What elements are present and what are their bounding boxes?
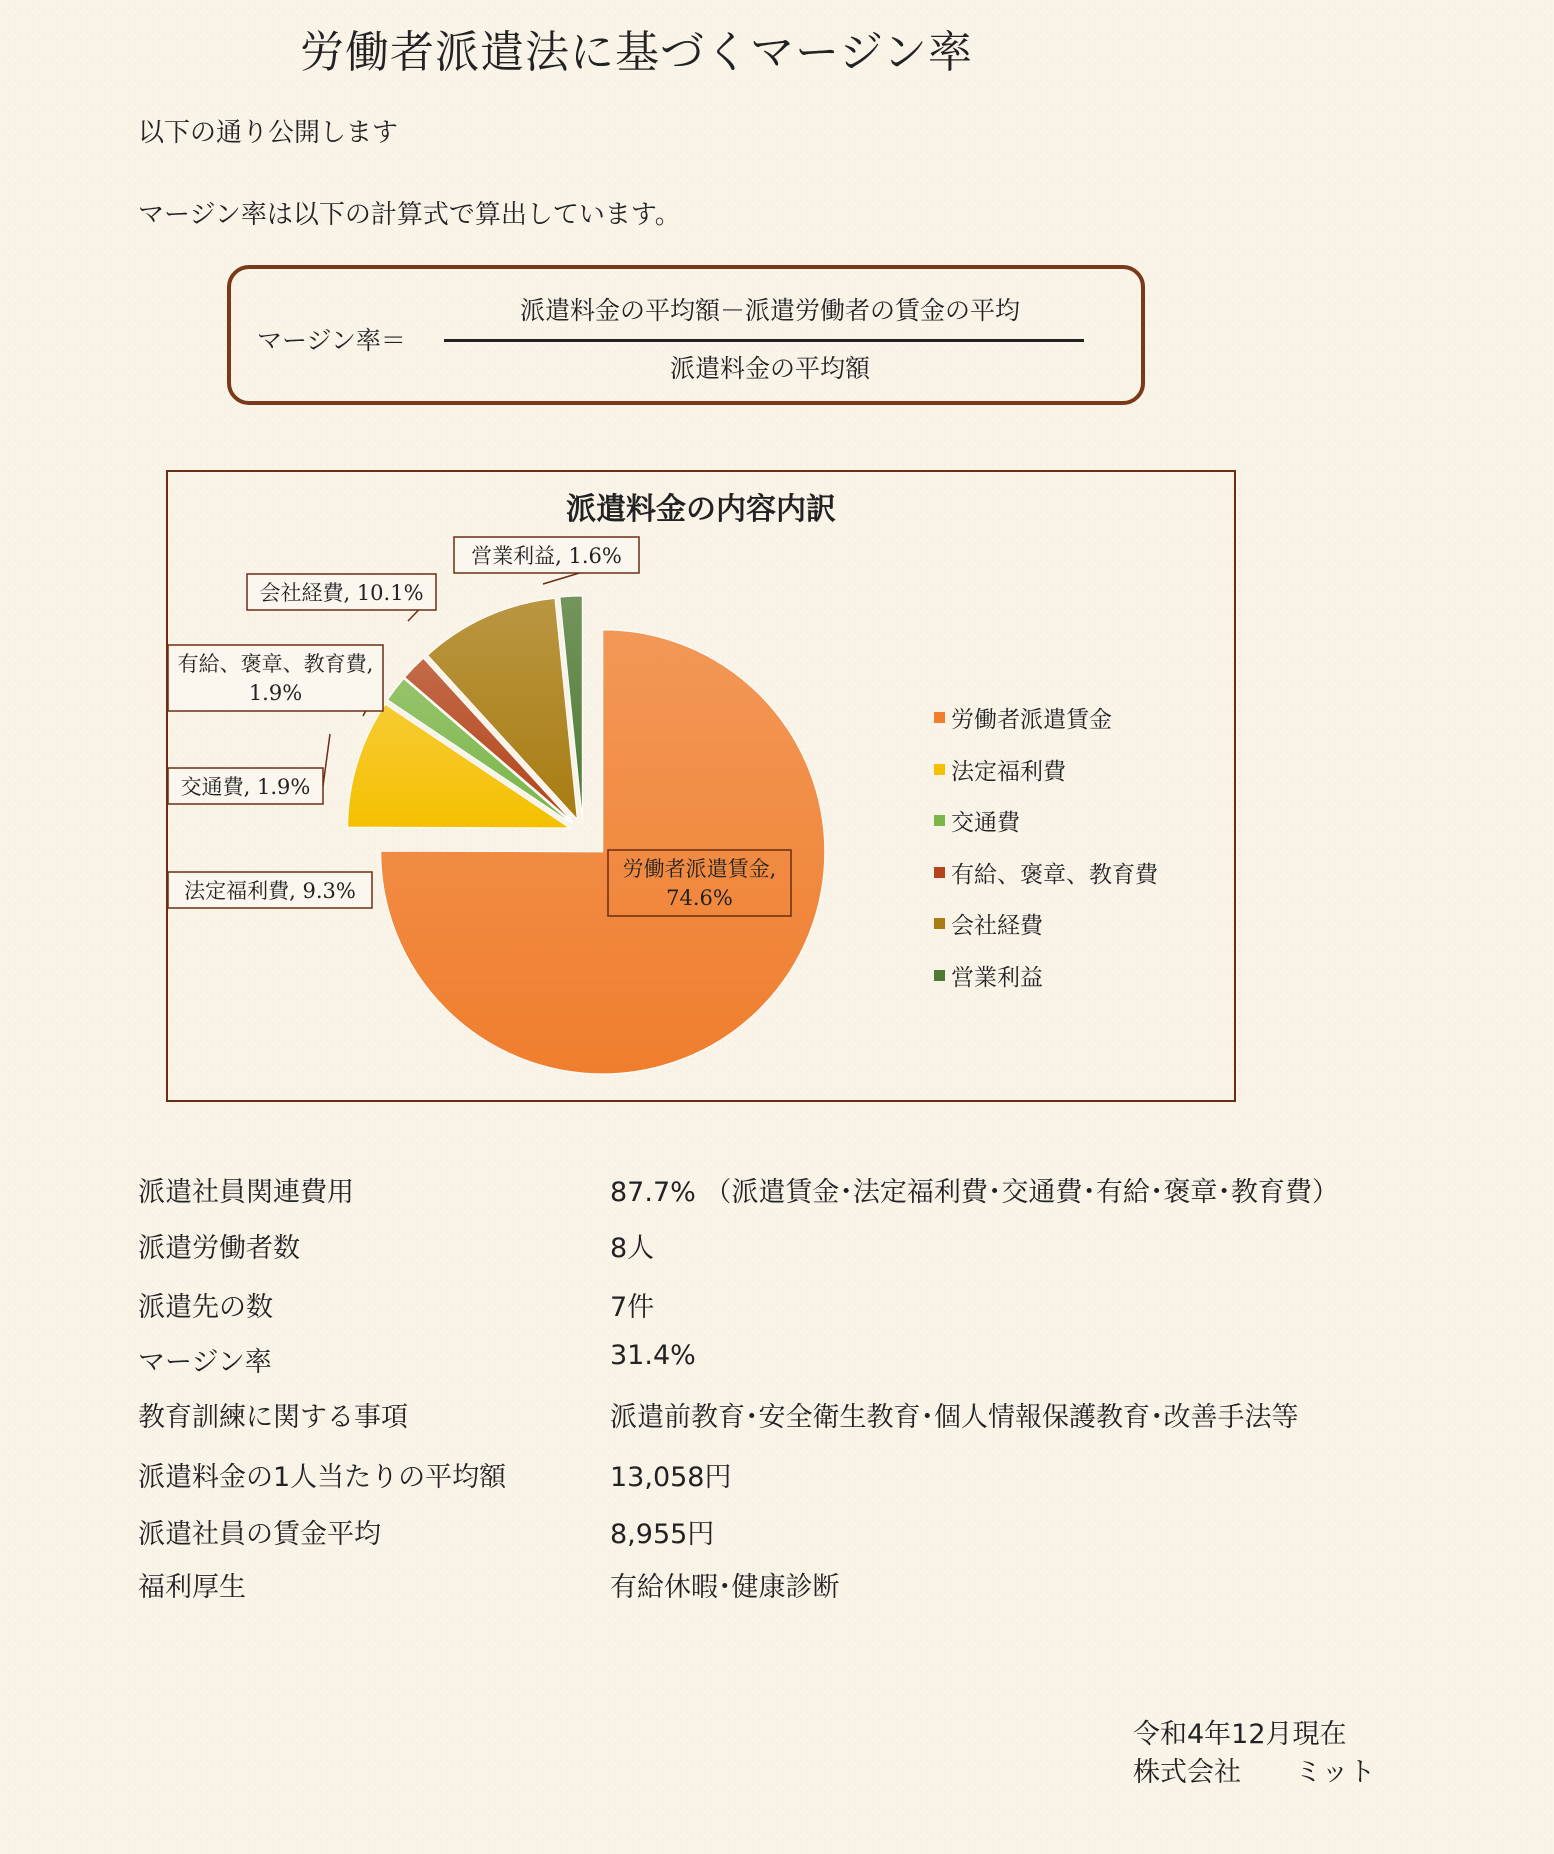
legend-entry [934, 692, 1158, 744]
data-label: 1.9% [248, 681, 303, 705]
data-label: 有給、褒章、教育費, [177, 652, 374, 676]
legend-entry [934, 950, 1158, 1002]
chart-title: 派遣料金の内容内訳 [566, 492, 836, 527]
leader-line [323, 734, 330, 786]
legend-swatch [934, 712, 945, 723]
legend-entry [934, 795, 1158, 847]
info-label: 派遣労働者数 [138, 1233, 300, 1264]
info-value: 8人 [610, 1233, 655, 1264]
legend-label: 交通費 [951, 810, 1020, 837]
formula-box [227, 265, 1145, 405]
info-value: 31.4% [610, 1340, 696, 1371]
info-value: 87.7% （派遣賃金･法定福利費･交通費･有給･褒章･教育費） [610, 1177, 1339, 1208]
info-label: 派遣社員の賃金平均 [138, 1519, 381, 1550]
page-title: 労働者派遣法に基づくマージン率 [300, 27, 974, 78]
formula-denominator: 派遣料金の平均額 [669, 354, 870, 383]
legend-label: 営業利益 [951, 964, 1043, 991]
chart-legend [934, 692, 1158, 1001]
pie-chart [166, 470, 1236, 1102]
info-label: 教育訓練に関する事項 [138, 1402, 408, 1433]
info-label: 派遣社員関連費用 [138, 1177, 354, 1208]
info-row [0, 1395, 1554, 1451]
legend-entry [934, 898, 1158, 950]
info-label: マージン率 [138, 1347, 272, 1378]
legend-entry [934, 744, 1158, 796]
legend-swatch [934, 815, 945, 826]
info-row [0, 1340, 1554, 1396]
legend-entry [934, 847, 1158, 899]
data-label: 会社経費, 10.1% [259, 581, 424, 605]
info-value: 8,955円 [610, 1519, 715, 1550]
formula-intro-text: マージン率は以下の計算式で算出しています。 [138, 200, 681, 230]
footer-company: 株式会社 ミット [1133, 1757, 1376, 1788]
legend-swatch [934, 918, 945, 929]
legend-label: 法定福利費 [951, 758, 1066, 785]
info-row [0, 1565, 1554, 1621]
info-value: 13,058円 [610, 1462, 732, 1493]
info-row [0, 1170, 1554, 1226]
info-label: 福利厚生 [138, 1572, 246, 1603]
data-label: 営業利益, 1.6% [471, 544, 622, 568]
info-row [0, 1512, 1554, 1568]
formula-numerator: 派遣料金の平均額－派遣労働者の賃金の平均 [519, 296, 1020, 325]
formula-lhs: マージン率＝ [257, 326, 406, 355]
data-label: 交通費, 1.9% [180, 775, 311, 799]
info-value: 7件 [610, 1292, 655, 1323]
legend-swatch [934, 867, 945, 878]
info-row [0, 1285, 1554, 1341]
info-row [0, 1226, 1554, 1282]
info-label: 派遣先の数 [138, 1292, 273, 1323]
info-value: 有給休暇･健康診断 [610, 1572, 840, 1603]
info-value: 派遣前教育･安全衛生教育･個人情報保護教育･改善手法等 [610, 1402, 1299, 1433]
intro-text: 以下の通り公開します [138, 118, 399, 148]
footer-date: 令和4年12月現在 [1133, 1719, 1347, 1750]
info-row [0, 1455, 1554, 1511]
data-label: 法定福利費, 9.3% [184, 879, 356, 903]
data-label: 労働者派遣賃金, [622, 857, 777, 881]
data-label: 74.6% [666, 886, 733, 910]
legend-label: 有給、褒章、教育費 [951, 861, 1158, 888]
legend-label: 労働者派遣賃金 [951, 707, 1112, 734]
legend-swatch [934, 764, 945, 775]
info-label: 派遣料金の1人当たりの平均額 [138, 1462, 507, 1493]
legend-label: 会社経費 [951, 913, 1043, 940]
legend-swatch [934, 970, 945, 981]
fraction-bar [444, 339, 1084, 342]
